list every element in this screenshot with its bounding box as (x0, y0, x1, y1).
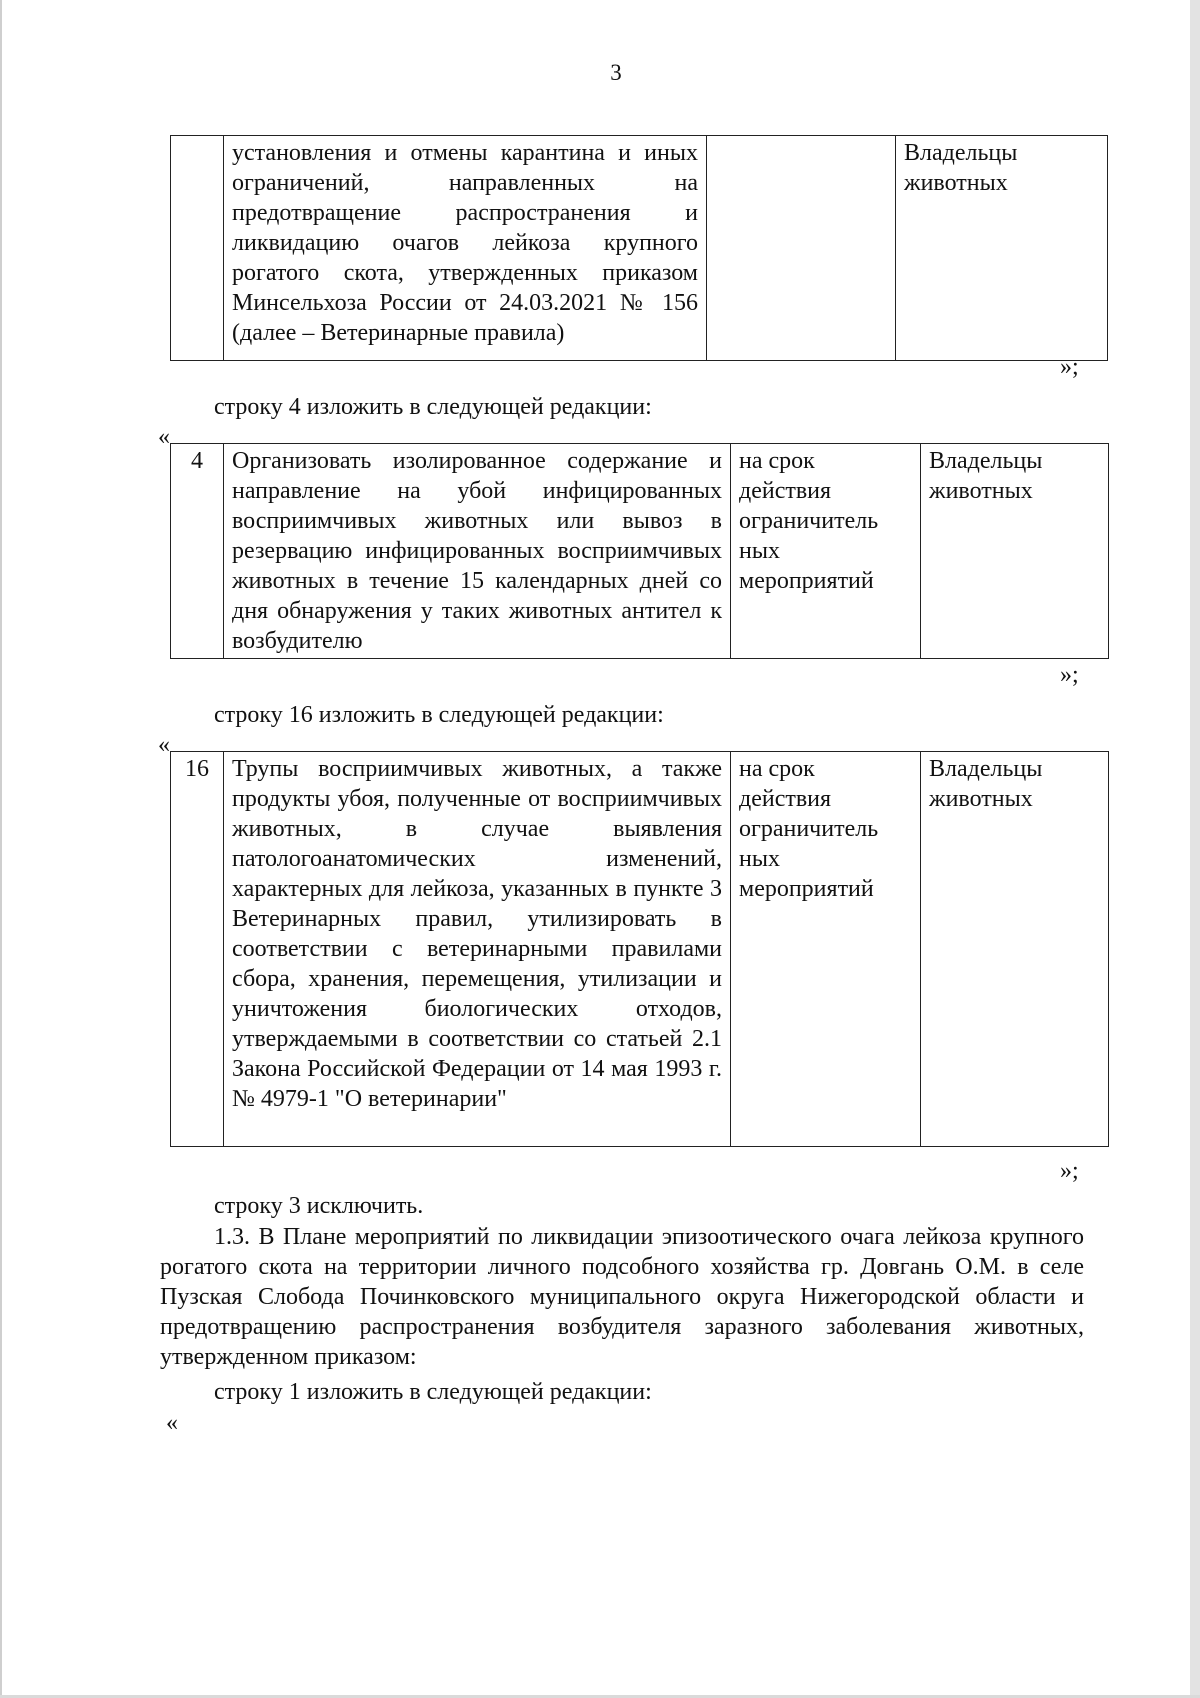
table-row (171, 444, 1109, 659)
closing-quote: »; (1060, 1158, 1079, 1184)
term-cell (707, 136, 896, 361)
exclude-row-paragraph: строку 3 исключить. (214, 1193, 424, 1219)
table-row (171, 136, 1108, 361)
table-row-4 (170, 443, 1109, 659)
closing-quote: »; (1060, 354, 1079, 380)
page-number: 3 (610, 60, 622, 85)
section-1-3-text: 1.3. В Плане мероприятий по ликвидации эпизоотического очага лейкоза крупного рогатого скота на территории личного подсобного хозяйства гр. Довгань О.М. в селе Пузская Слобода Починковского муниципального округа Нижегородской области и предотвращению распространения возбудителя заразного заболевания животных, утвержденном приказом: (160, 1224, 1084, 1370)
responsible-cell: Владельцы животных (921, 444, 1109, 659)
table-continuation (170, 135, 1108, 361)
row-4-intro: строку 4 изложить в следующей редакции: (214, 394, 652, 420)
row-number-cell: 16 (171, 752, 224, 1147)
measure-cell: установления и отмены карантина и иных ограничений, направленных на предотвращение распространения и ликвидацию очагов лейкоза крупного рогатого скота, утвержденных приказом Минсельхоза России от 24.03.2021 № 156 (далее – Ветеринарные правила) (224, 136, 707, 361)
opening-quote: « (166, 1410, 178, 1436)
closing-quote: »; (1060, 662, 1079, 688)
term-cell: на срок действия ограничитель ных мероприятий (731, 752, 921, 1147)
opening-quote: « (158, 424, 170, 450)
measure-cell: Трупы восприимчивых животных, а также продукты убоя, полученные от восприимчивых животных, в случае выявления патологоанатомических изменений, характерных для лейкоза, указанных в пункте 3 Ветеринарных правил, утилизировать в соответствии с ветеринарными правилами сбора, хранения, перемещения, утилизации и уничтожения биологических отходов, утверждаемыми в соответствии со статьей 2.1 Закона Российской Федерации от 14 мая 1993 г. № 4979-1 "О ветеринарии" (224, 752, 731, 1147)
opening-quote: « (158, 732, 170, 758)
responsible-cell: Владельцы животных (896, 136, 1108, 361)
row-number-cell (171, 136, 224, 361)
table-row-16 (170, 751, 1109, 1147)
row-number-cell: 4 (171, 444, 224, 659)
table-row (171, 752, 1109, 1147)
measure-cell: Организовать изолированное содержание и направление на убой инфицированных восприимчивых животных или вывоз в резервацию инфицированных восприимчивых животных в течение 15 календарных дней со дня обнаружения у таких животных антител к возбудителю (224, 444, 731, 659)
scan-edge-right (1190, 0, 1200, 1698)
section-1-3-paragraph (160, 1222, 1084, 1372)
responsible-cell: Владельцы животных (921, 752, 1109, 1147)
scan-edge-left (0, 0, 2, 1698)
row-1-intro: строку 1 изложить в следующей редакции: (214, 1379, 652, 1405)
row-16-intro: строку 16 изложить в следующей редакции: (214, 702, 664, 728)
term-cell: на срок действия ограничитель ных мероприятий (731, 444, 921, 659)
